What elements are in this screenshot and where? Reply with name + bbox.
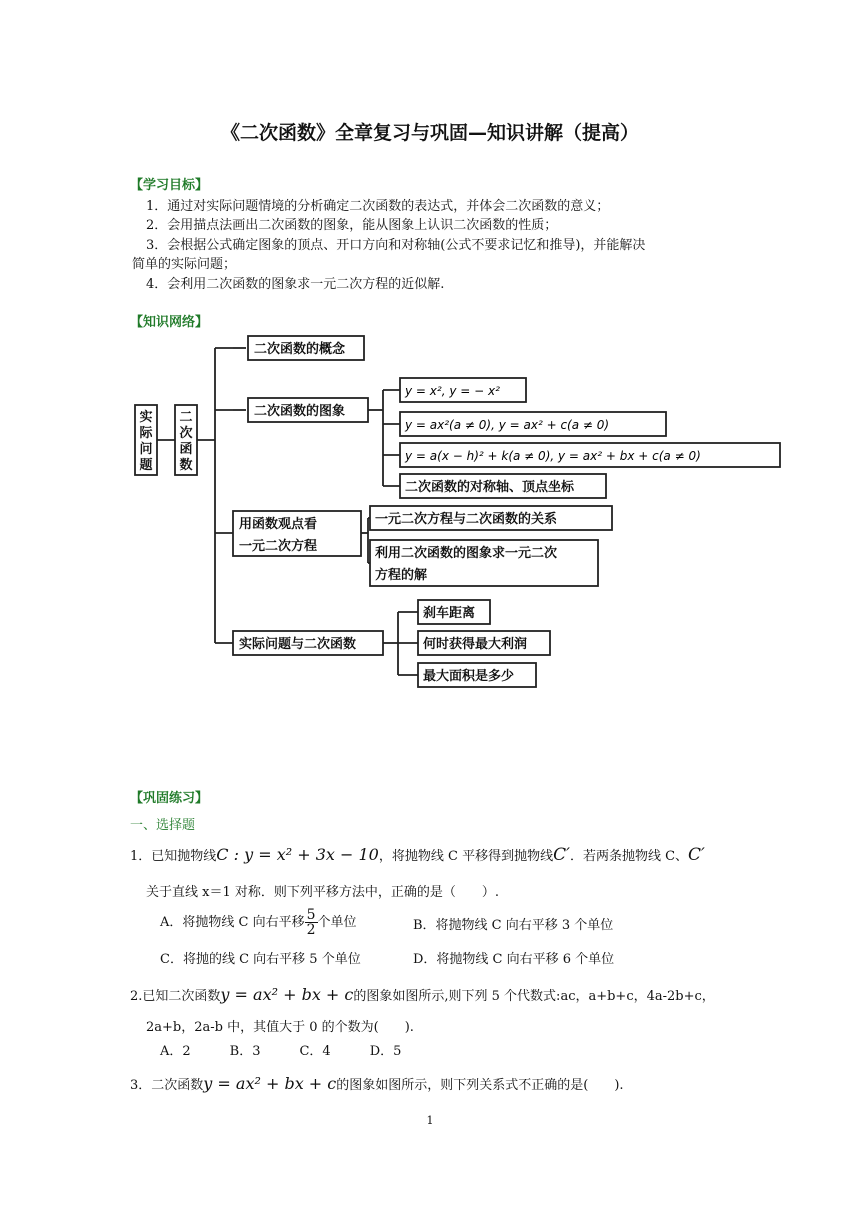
node-image: 二次函数的图象 [254,404,346,419]
q1-option-c: C．将抛的线 C 向右平移 5 个单位 [160,952,361,967]
node-equation-line2: 一元二次方程 [239,539,318,554]
q2-options: A．2 B．3 C．4 D．5 [160,1044,402,1059]
leaf-image-4: 二次函数的对称轴、顶点坐标 [405,480,575,495]
q1-mid: ，将抛物线 C 平移得到抛物线 [378,849,554,864]
leaf-image-2: y = ax²(a ≠ 0), y = ax² + c(a ≠ 0) [405,418,610,432]
objective-item: 2．会用描点法画出二次函数的图象，能从图象上认识二次函数的性质； [146,218,558,233]
practice-heading: 【巩固练习】 [130,791,209,806]
q2-line2: 2a+b，2a-b 中，其值大于 0 的个数为( ). [146,1020,414,1035]
page-title: 《二次函数》全章复习与巩固—知识讲解（提高） [220,122,639,144]
objective-item: 3．会根据公式确定图象的顶点、开口方向和对称轴(公式不要求记忆和推导)，并能解决 [146,238,646,253]
leaf-equation-2a: 利用二次函数的图象求一元二次 [375,546,558,561]
network-heading: 【知识网络】 [130,315,209,330]
q1-option-d: D．将抛物线 C 向右平移 6 个单位 [413,952,615,967]
root1-char: 实 [139,410,153,425]
leaf-practical-2: 何时获得最大利润 [423,637,528,652]
root2-char: 数 [179,458,193,473]
objective-item: 简单的实际问题； [132,257,237,272]
objective-item: 1．通过对实际问题情境的分析确定二次函数的表达式，并体会二次函数的意义； [146,199,610,214]
leaf-image-3: y = a(x − h)² + k(a ≠ 0), y = ax² + bx + c(a ≠ 0) [405,449,701,463]
leaf-practical-1: 刹车距离 [423,606,476,621]
node-concept: 二次函数的概念 [254,342,346,357]
q1-cprime: C′ [553,845,570,865]
node-practical: 实际问题与二次函数 [239,637,357,652]
root2-char: 二 [179,410,193,425]
section-choice: 一、选择题 [130,818,196,833]
leaf-equation-1: 一元二次方程与二次函数的关系 [375,512,558,527]
fraction-5-2: $\frac{5}{2}$ [306,907,316,938]
question-1 [130,845,705,865]
root2-char: 函 [179,442,193,457]
question-2: 2.已知二次函数y = ax² + bx + c的图象如图所示,则下列 5 个代数式:ac，a+b+c，4a-2b+c， [130,985,715,1004]
q1-cprime-2: C′ [688,845,705,865]
q1-formula: C : y = x² + 3x − 10 [216,845,379,864]
objectives-heading: 【学习目标】 [130,178,209,193]
leaf-equation-2b: 方程的解 [375,568,428,583]
node-equation-line1: 用函数观点看 [239,517,318,532]
q3-formula: y = ax² + bx + c [203,1074,337,1093]
root1-char: 际 [139,426,153,441]
leaf-image-1: y = x², y = − x² [405,384,500,398]
root2-char: 次 [179,426,193,441]
q1-prefix: 1．已知抛物线 [130,849,217,864]
page-number: 1 [426,1114,434,1127]
leaf-practical-3: 最大面积是多少 [423,669,515,684]
q1-tail: ．若两条抛物线 C、 [569,849,689,864]
q1-line2: 关于直线 x＝1 对称．则下列平移方法中，正确的是（ ）. [146,885,499,900]
q1-option-b: B．将抛物线 C 向右平移 3 个单位 [413,918,614,933]
root1-char: 题 [139,458,153,473]
q2-formula: y = ax² + bx + c [220,985,354,1004]
question-3: 3．二次函数y = ax² + bx + c的图象如图所示，则下列关系式不正确的是( ). [130,1074,624,1093]
q1-option-a: A．将抛物线 C 向右平移 $\frac{5}{2}$ 个单位 [160,907,357,938]
root1-char: 问 [139,442,153,457]
objective-item: 4．会利用二次函数的图象求一元二次方程的近似解. [146,277,445,292]
